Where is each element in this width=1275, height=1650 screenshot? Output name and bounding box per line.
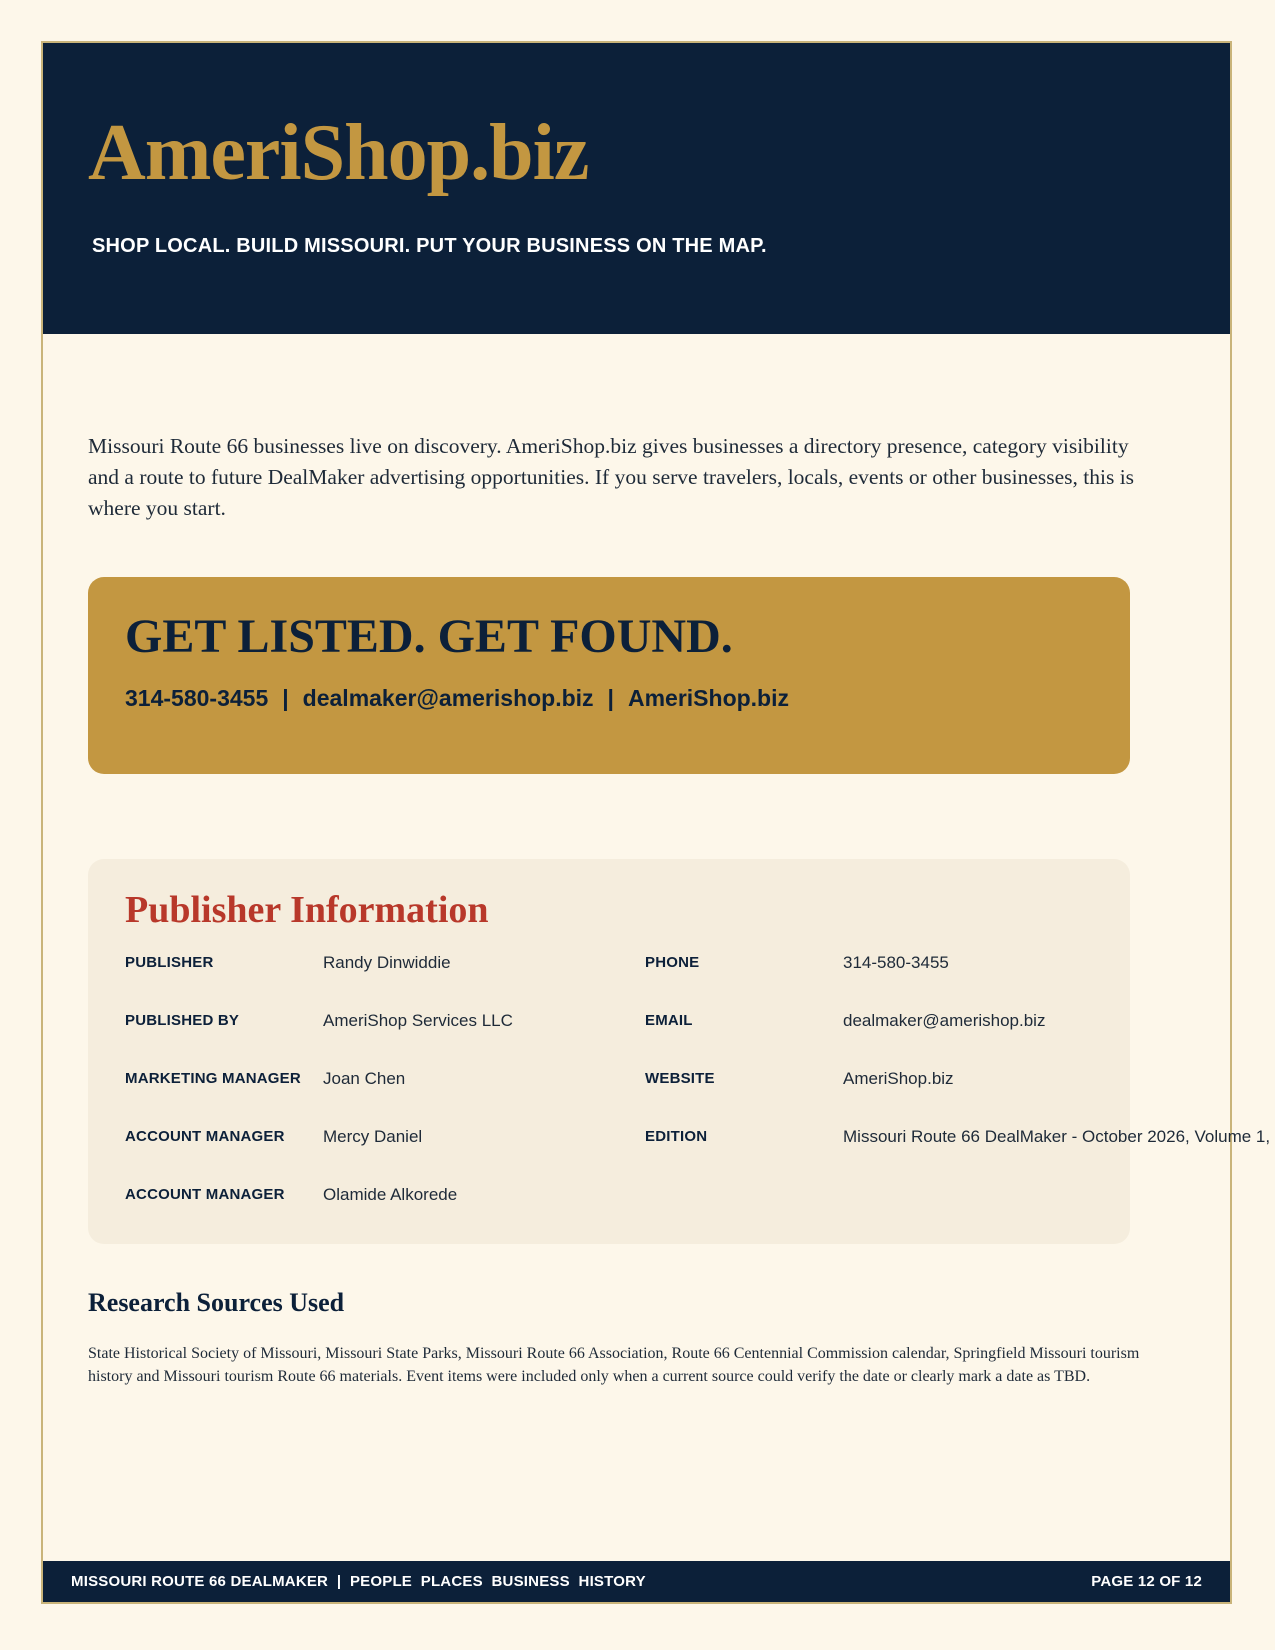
info-label: EDITION (645, 1128, 708, 1145)
footer-bar (43, 1561, 1230, 1602)
info-value: AmeriShop Services LLC (323, 1011, 513, 1030)
info-value[interactable]: 314-580-3455 (843, 953, 949, 972)
cta-website[interactable]: AmeriShop.biz (627, 685, 789, 711)
cta-title: GET LISTED. GET FOUND. (125, 610, 733, 663)
cta-phone[interactable]: 314-580-3455 (125, 685, 269, 711)
info-row-edition (645, 1127, 1271, 1152)
info-label: PUBLISHED BY (125, 1012, 240, 1029)
info-label: WEBSITE (645, 1070, 715, 1087)
tagline: SHOP LOCAL. BUILD MISSOURI. PUT YOUR BUSINESS ON THE MAP. (92, 235, 767, 257)
info-label: EMAIL (645, 1012, 693, 1029)
info-value[interactable]: AmeriShop.biz (843, 1069, 954, 1088)
footer-left-text: MISSOURI ROUTE 66 DEALMAKER | PEOPLE PLACES BUSINESS HISTORY (71, 1573, 646, 1590)
research-title: Research Sources Used (88, 1288, 345, 1317)
page-frame (41, 41, 1271, 1604)
info-value: Mercy Daniel (323, 1127, 423, 1146)
cta-separator: | (282, 685, 289, 711)
publisher-panel (88, 859, 1271, 1244)
info-value: Missouri Route 66 DealMaker - October 2026, Volume 1, (843, 1127, 1271, 1146)
brand-title: AmeriShop.biz (88, 109, 589, 197)
info-value: Olamide Alkorede (323, 1185, 458, 1204)
masthead (43, 43, 1230, 334)
info-label: ACCOUNT MANAGER (125, 1128, 285, 1145)
cta-email[interactable]: dealmaker@amerishop.biz (302, 685, 594, 711)
cta-separator: | (607, 685, 614, 711)
info-value: Randy Dinwiddie (323, 953, 451, 972)
cta-banner (88, 577, 1130, 774)
info-label: MARKETING MANAGER (125, 1070, 301, 1087)
cta-contacts (125, 685, 789, 712)
info-label: PHONE (645, 954, 700, 971)
intro-paragraph: Missouri Route 66 businesses live on discovery. AmeriShop.biz gives businesses a directory presence, category visibility and a route to future DealMaker advertising opportunities. If you serve travelers, locals, events or other businesses, this is where you start. (88, 434, 1135, 520)
info-value: Joan Chen (323, 1069, 406, 1088)
publisher-title: Publisher Information (125, 889, 489, 931)
info-value[interactable]: dealmaker@amerishop.biz (843, 1011, 1046, 1030)
research-text: State Historical Society of Missouri, Missouri State Parks, Missouri Route 66 Association, Route 66 Centennial Commission calendar, Springfield Missouri tourism history and Missouri tourism Route 66 materials. Event items were included only when a current source could verify the date or clearly mark a date as TBD. (88, 1345, 1140, 1385)
info-label: PUBLISHER (125, 954, 214, 971)
info-label: ACCOUNT MANAGER (125, 1186, 285, 1203)
page-number: PAGE 12 OF 12 (1091, 1573, 1202, 1590)
